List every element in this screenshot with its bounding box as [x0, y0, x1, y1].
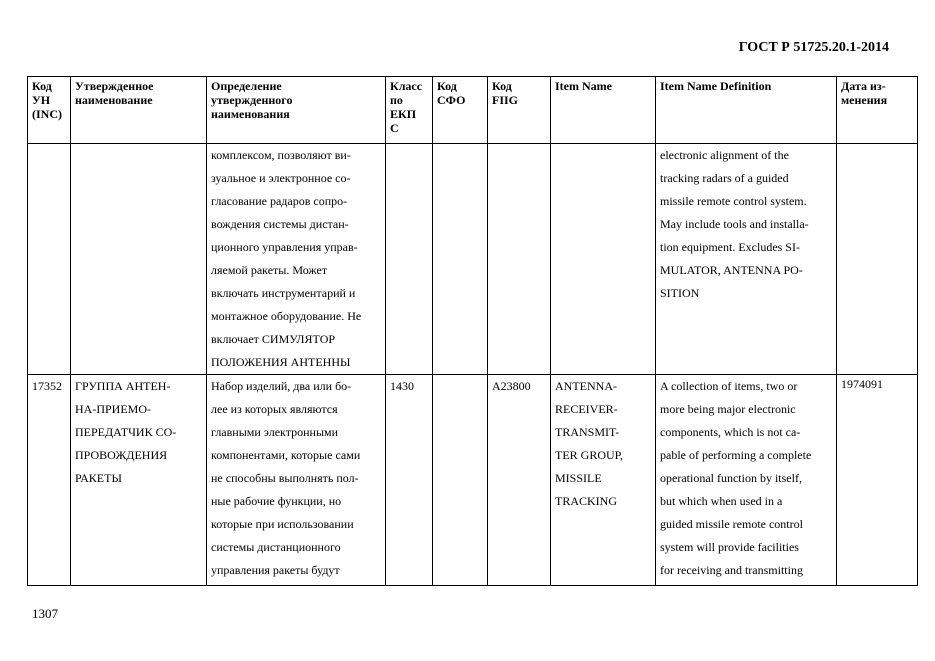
column-header-fiig: [488, 77, 551, 144]
column-header-line: Дата из-: [841, 79, 886, 93]
text-line: MULATOR, ANTENNA PO-: [660, 263, 803, 277]
column-header-name: [71, 77, 207, 144]
column-header-sfo: [433, 77, 488, 144]
text-line: ГРУППА АНТЕН-: [75, 379, 171, 393]
table-row: [28, 144, 918, 375]
column-header-line: Код: [437, 79, 457, 93]
text-line: TER GROUP,: [555, 448, 624, 462]
column-header-line: Определение: [211, 79, 282, 93]
page-number: 1307: [32, 606, 58, 621]
text-line: монтажное оборудование. Не: [211, 309, 362, 323]
header-row: [28, 77, 918, 144]
class-cell: [386, 375, 433, 586]
table-row: [28, 375, 918, 586]
text-line: guided missile remote control: [660, 517, 803, 531]
column-header-line: FIIG: [492, 93, 519, 107]
column-header-line: утвержденного: [211, 93, 293, 107]
column-header-line: Код: [32, 79, 52, 93]
text-line: которые при использовании: [211, 517, 354, 531]
text-line: components, which is not ca-: [660, 425, 801, 439]
text-line: вождения системы дистан-: [211, 217, 349, 231]
column-header-line: Код: [492, 79, 512, 93]
column-header-line: наименования: [211, 107, 290, 121]
change-date-value: 1974091: [841, 377, 883, 391]
inc-cell: [28, 375, 71, 586]
text-line: управления ракеты будут: [211, 563, 340, 577]
text-line: ПРОВОЖДЕНИЯ: [75, 448, 168, 462]
text-line: лее из которых являются: [211, 402, 338, 416]
text-line: pable of performing a complete: [660, 448, 812, 462]
column-header-line: С: [390, 121, 399, 135]
fiig-cell: [488, 375, 551, 586]
column-header-line: Item Name Definition: [660, 79, 772, 93]
column-header-line: по: [390, 93, 403, 107]
sfo-cell: [433, 144, 488, 375]
column-header-line: наименование: [75, 93, 153, 107]
text-line: more being major electronic: [660, 402, 796, 416]
column-header-item-name-definition: [656, 77, 837, 144]
column-header-line: ЕКП: [390, 107, 417, 121]
column-header-line: Класс: [390, 79, 423, 93]
text-line: включать инструментарий и: [211, 286, 356, 300]
text-line: RECEIVER-: [555, 402, 618, 416]
text-line: ционного управления управ-: [211, 240, 358, 254]
class-cell: [386, 144, 433, 375]
text-line: зуальное и электронное со-: [211, 171, 351, 185]
column-header-definition: [207, 77, 386, 144]
text-line: ANTENNA-: [555, 379, 617, 393]
text-line: TRANSMIT-: [555, 425, 620, 439]
class-value: 1430: [390, 379, 414, 393]
text-line: MISSILE: [555, 471, 602, 485]
catalog-table: [27, 76, 918, 586]
text-line: комплексом, позволяют ви-: [211, 148, 351, 162]
text-line: ПОЛОЖЕНИЯ АНТЕННЫ: [211, 355, 351, 369]
text-line: Набор изделий, два или бо-: [211, 379, 352, 393]
column-header-line: Item Name: [555, 79, 612, 93]
change-date-cell: [837, 144, 918, 375]
text-line: system will provide facilities: [660, 540, 799, 554]
text-line: системы дистанционного: [211, 540, 341, 554]
text-line: for receiving and transmitting: [660, 563, 803, 577]
definition-ru-cell: [207, 375, 386, 586]
text-line: РАКЕТЫ: [75, 471, 122, 485]
text-line: May include tools and installa-: [660, 217, 809, 231]
inc-value: 17352: [32, 379, 62, 393]
name-cell: [71, 144, 207, 375]
text-line: tracking radars of a guided: [660, 171, 789, 185]
text-line: TRACKING: [555, 494, 617, 508]
text-line: tion equipment. Excludes SI-: [660, 240, 800, 254]
column-header-line: СФО: [437, 93, 466, 107]
text-line: SITION: [660, 286, 700, 300]
column-header-inc: [28, 77, 71, 144]
fiig-cell: [488, 144, 551, 375]
text-line: A collection of items, two or: [660, 379, 798, 393]
text-line: включает СИМУЛЯТОР: [211, 332, 336, 346]
column-header-line: (INC): [32, 107, 62, 121]
definition-en-cell: [656, 144, 837, 375]
change-date-cell: [837, 375, 918, 586]
fiig-value: A23800: [492, 379, 531, 393]
text-line: ляемой ракеты. Может: [211, 263, 328, 277]
document-code: ГОСТ Р 51725.20.1-2014: [738, 40, 889, 55]
item-name-cell: [551, 375, 656, 586]
item-name-cell: [551, 144, 656, 375]
column-header-line: Утвержденное: [75, 79, 154, 93]
inc-cell: [28, 144, 71, 375]
definition-ru-cell: [207, 144, 386, 375]
definition-en-cell: [656, 375, 837, 586]
text-line: ные рабочие функции, но: [211, 494, 342, 508]
text-line: operational function by itself,: [660, 471, 802, 485]
column-header-class: [386, 77, 433, 144]
column-header-line: менения: [841, 93, 888, 107]
text-line: главными электронными: [211, 425, 339, 439]
text-line: НА-ПРИЕМО-: [75, 402, 151, 416]
text-line: electronic alignment of the: [660, 148, 789, 162]
column-header-change-date: [837, 77, 918, 144]
name-cell: [71, 375, 207, 586]
text-line: but which when used in a: [660, 494, 783, 508]
text-line: не способны выполнять пол-: [211, 471, 359, 485]
column-header-line: УН: [32, 93, 51, 107]
text-line: гласование радаров сопро-: [211, 194, 348, 208]
sfo-cell: [433, 375, 488, 586]
column-header-item-name: [551, 77, 656, 144]
text-line: missile remote control system.: [660, 194, 807, 208]
text-line: компонентами, которые сами: [211, 448, 361, 462]
text-line: ПЕРЕДАТЧИК СО-: [75, 425, 177, 439]
